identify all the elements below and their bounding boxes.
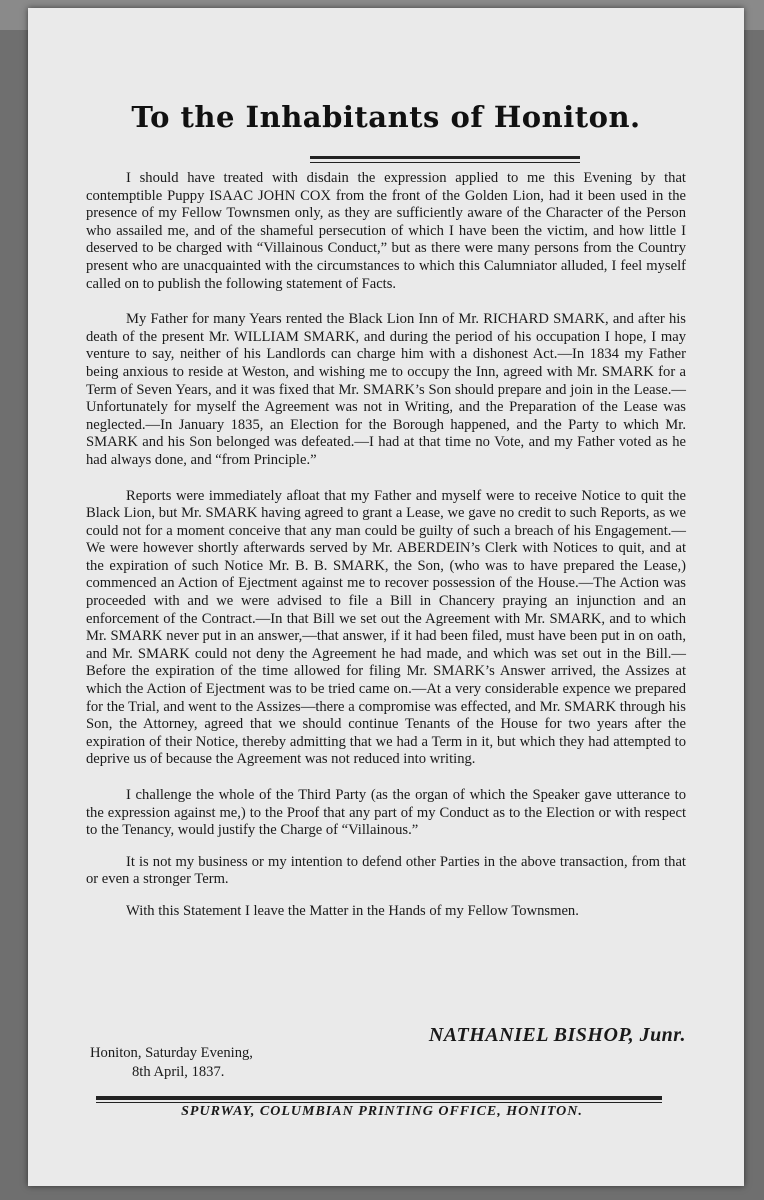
paragraph-3: Reports were immediately afloat that my Father and myself were to receive Notice to quit the Black Lion, but Mr. SMARK having agreed to grant a Lease, we gave no credit to such Reports, as we could not for a moment conceive that any man could be guilty of such a breach of his Engagement.—We were however shortly afterwards served by Mr. ABERDEIN’s Clerk with Notices to quit, and at the expiration of such Notice Mr. B. B. SMARK, the Son, (who was to have prepared the Lease,) commenced an Action of Ejectment against me to recover possession of the House.—The Action was proceeded with and we were advised to file a Bill in Chancery praying an injunction and an enforcement of the Contract.—In that Bill we set out the Agreement with Mr. SMARK, and to which Mr. SMARK never put in an answer,—that answer, if it had been filed, must have been put in on oath, and Mr. SMARK could not deny the Agreement he had made, and which was set out in the Bill.—Before the expiration of the time allowed for filing Mr. SMARK’s Answer arrived, the Assizes at which the Action of Ejectment was to be tried came on.—At a very considerable expence we prepared for the Trial, and went to the Assizes—there a compromise was effected, and Mr. SMARK through his Son, the Attorney, agreed that we should continue Tenants of the House for two years after the expiration of their Notice, thereby admitting that we had a Term in it, but which they had attempted to deprive us of because the Agreement was not reduced into writing.: [86, 487, 686, 768]
signature: NATHANIEL BISHOP, Junr.: [428, 1024, 686, 1046]
paragraph-6: With this Statement I leave the Matter in the Hands of my Fellow Townsmen.: [126, 902, 579, 919]
dateline-date: 8th April, 1837.: [132, 1064, 225, 1080]
paragraph-2: My Father for many Years rented the Black Lion Inn of Mr. RICHARD SMARK, and after his death of the present Mr. WILLIAM SMARK, and during the period of his occupation I hope, I may venture to say, neither of his Landlords can charge him with a dishonest Act.—In 1834 my Father being anxious to reside at Weston, and wishing me to occupy the Inn, agreed with Mr. SMARK for a Term of Seven Years, and it was fixed that Mr. SMARK’s Son should prepare and join in the Lease.—Unfortunately for myself the Agreement was not in Writing, and the Preparation of the Lease was neglected.—In January 1835, an Election for the Borough happened, and the Party to which Mr. SMARK and his Son belonged was defeated.—I had at that time no Vote, and my Father voted as he had always done, and “from Principle.”: [86, 311, 686, 468]
paragraph-4: I challenge the whole of the Third Party (as the organ of which the Speaker gave utterance to the expression against me,) to the Proof that any part of my Conduct as to the Election or with respect to the Tenancy, would justify the Charge of “Villainous.”: [86, 787, 686, 839]
handbill-body: [86, 170, 686, 935]
printer-imprint: SPURWAY, COLUMBIAN PRINTING OFFICE, HONITON.: [181, 1104, 583, 1119]
dateline-place: Honiton, Saturday Evening,: [90, 1045, 253, 1061]
paragraph-1: I should have treated with disdain the expression applied to me this Evening by that contemptible Puppy ISAAC JOHN COX from the front of the Golden Lion, had it been used in the presence of my Fellow Townsmen only, as they are sufficiently aware of the Character of the Person who assailed me, and of the shameful persecution of which I have been the victim, and how little I deserved to be charged with “Villainous Conduct,” but as there were many persons from the Country present who are unacquainted with the circumstances to which this Calumniator alluded, I feel myself called on to publish the following statement of Facts.: [86, 170, 686, 292]
handbill-title: To the Inhabitants of Honiton.: [131, 100, 641, 134]
title-rule: [310, 156, 580, 163]
dateline: [90, 1044, 253, 1082]
footer-rule: [96, 1096, 662, 1103]
paragraph-5: It is not my business or my intention to defend other Parties in the above transaction, from that or even a stronger Term.: [86, 853, 686, 888]
